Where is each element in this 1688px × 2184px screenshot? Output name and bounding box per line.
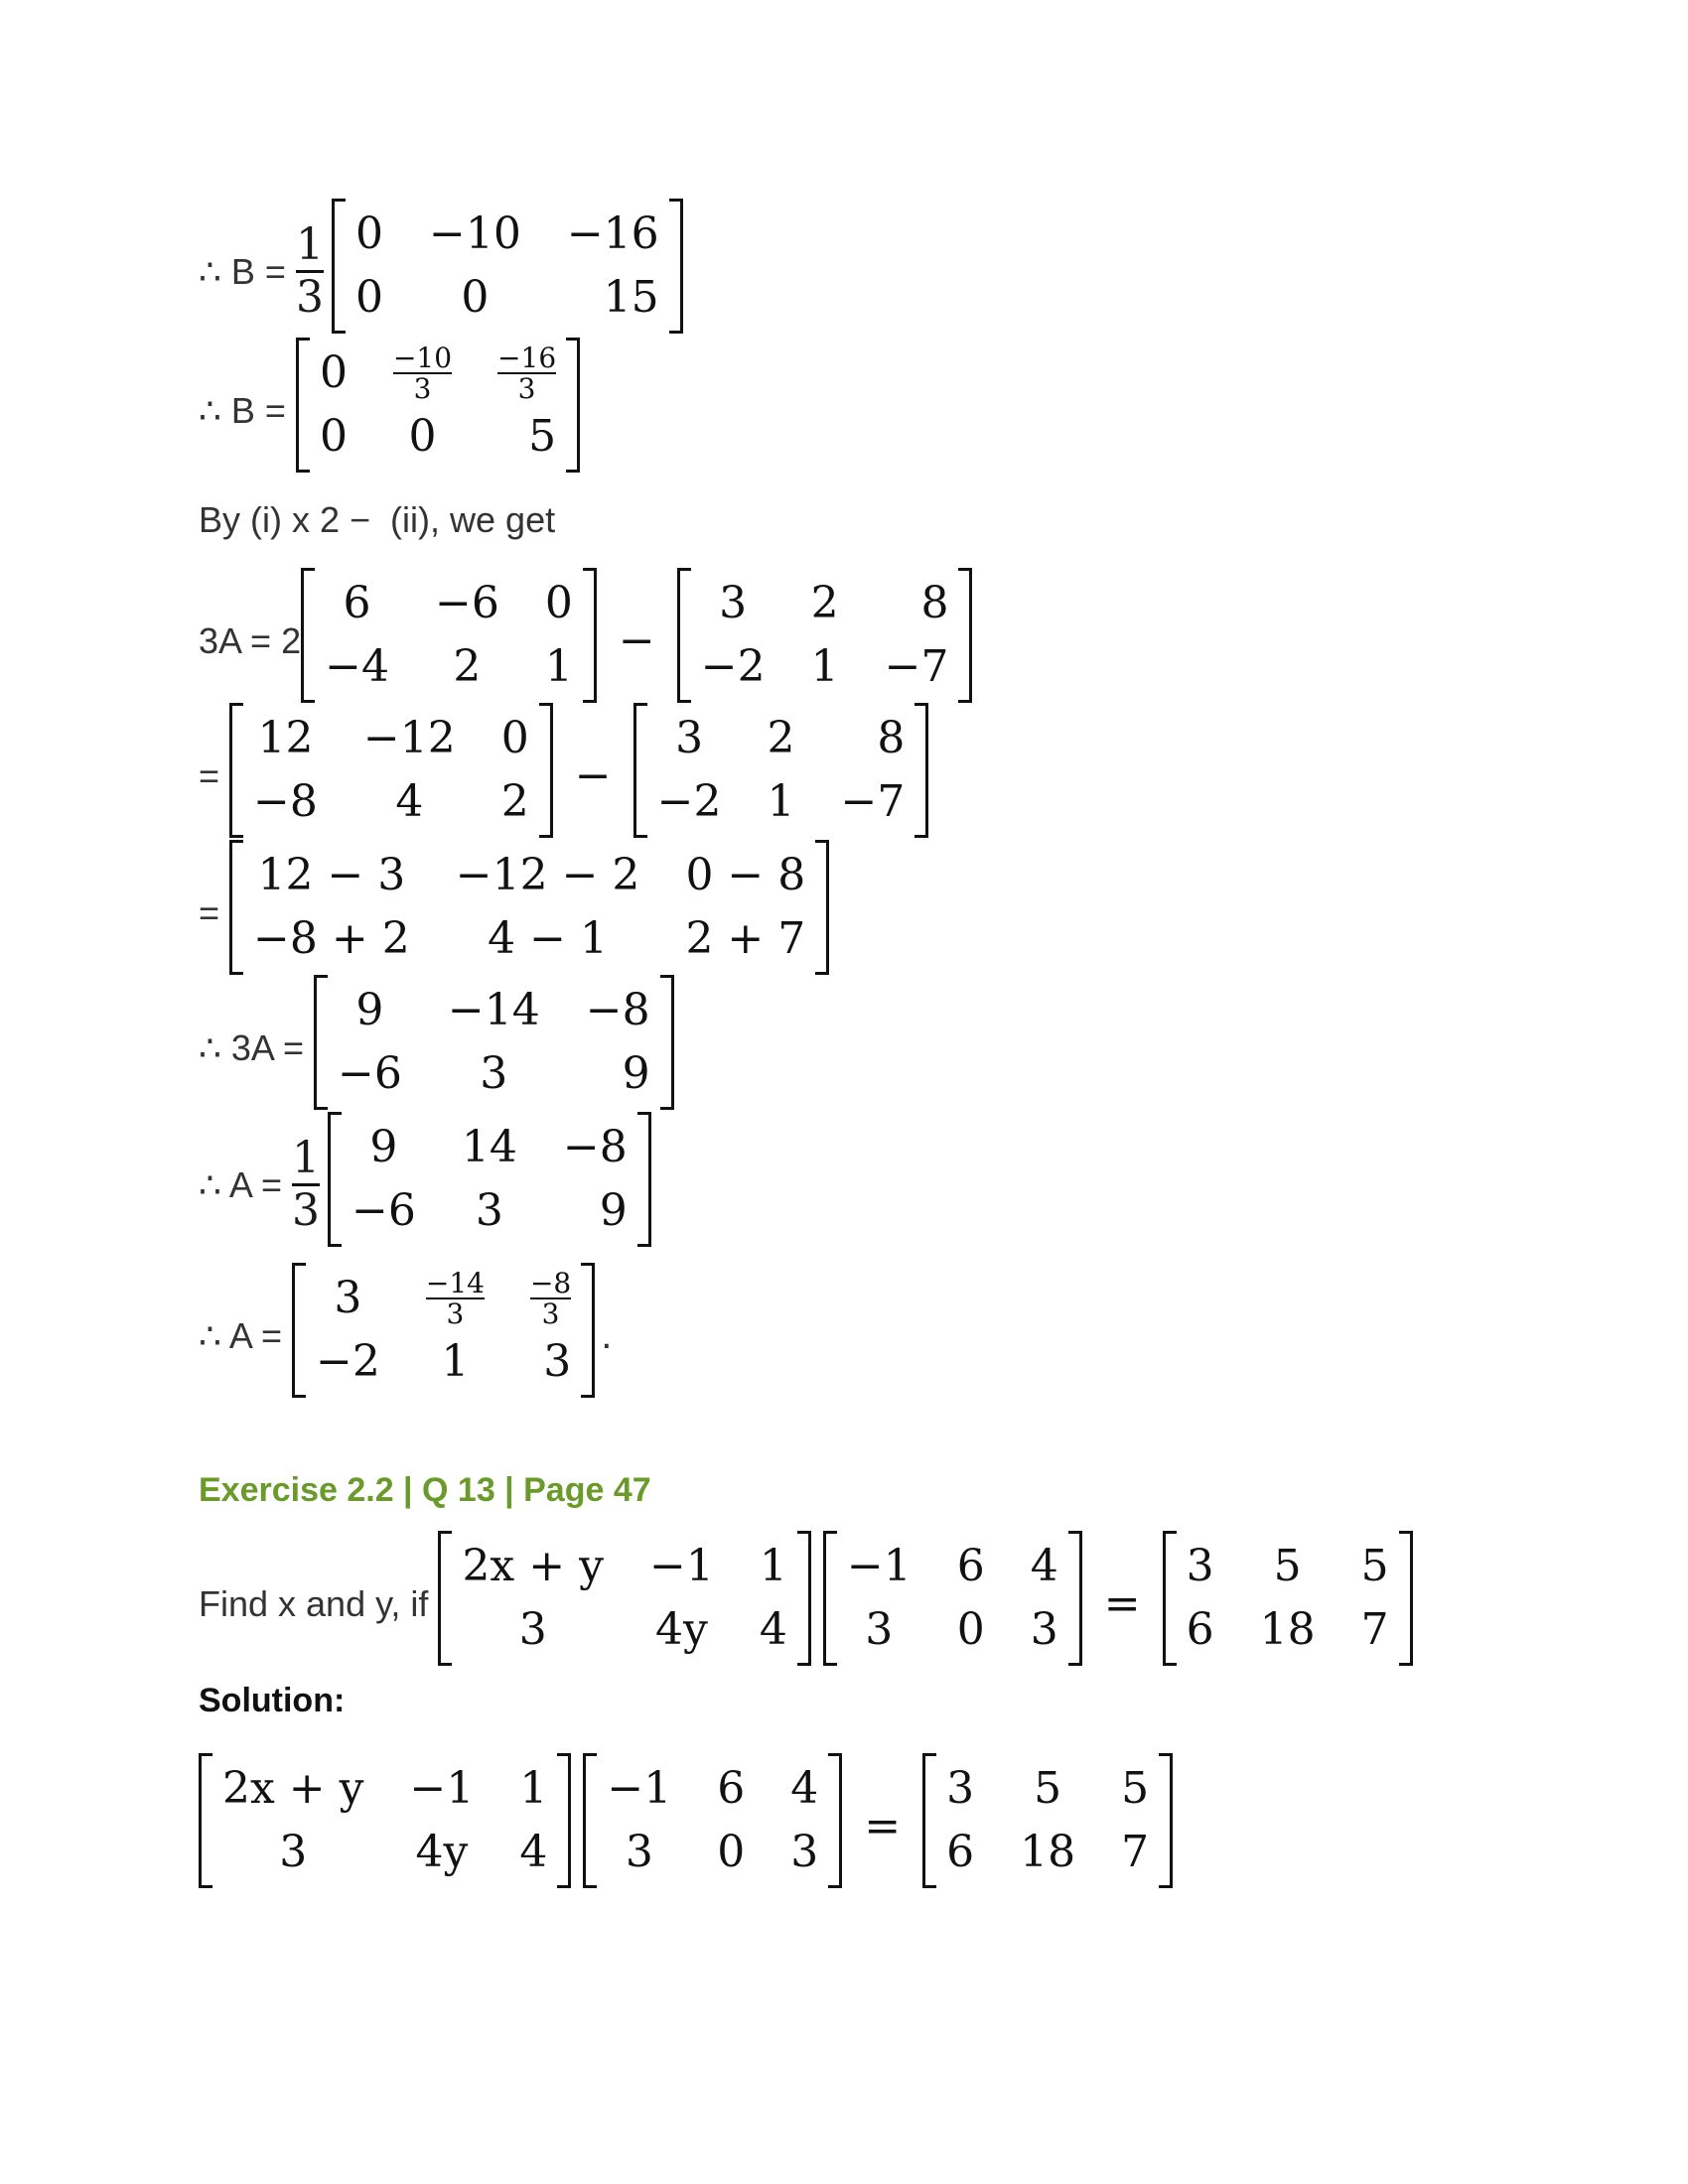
matrix-cell: −8 [253, 776, 318, 827]
matrix-brackets [229, 703, 553, 838]
right-bracket [583, 568, 597, 703]
matrix-cell: 0 [319, 347, 348, 398]
matrix-cell: −7 [884, 641, 949, 692]
matrix-brackets [677, 568, 973, 703]
left-bracket [1163, 1531, 1177, 1666]
left-bracket [332, 199, 346, 334]
matrix-cell: −4 [325, 641, 389, 692]
minus-operator: − [574, 751, 612, 801]
fraction-numerator: −14 [425, 1266, 485, 1299]
matrix-cell: 18 [1020, 1827, 1076, 1877]
matrix [823, 1531, 1082, 1677]
matrix-cell: 7 [1121, 1827, 1150, 1877]
matrix-body [1177, 1531, 1399, 1666]
matrix-cell: −8 + 2 [253, 913, 410, 964]
matrix-cell: 6 [956, 1541, 985, 1591]
matrix-brackets [332, 199, 683, 334]
left-bracket [583, 1753, 597, 1888]
right-bracket [958, 568, 972, 703]
matrix-body [310, 338, 566, 473]
matrix-cell: −6 [337, 1048, 402, 1099]
step-label: ∴ B = [199, 389, 296, 431]
step-a-fraction [199, 1112, 651, 1258]
left-bracket [229, 840, 243, 975]
matrix-cell [425, 1266, 485, 1330]
matrix-cell: 2 [810, 578, 839, 628]
instruction: By (i) x 2 − (ii), we get [199, 499, 556, 540]
right-bracket [581, 1263, 595, 1398]
matrix-cell: 8 [920, 578, 949, 628]
scalar-fraction [295, 218, 324, 323]
matrix-cell: 2 + 7 [685, 913, 806, 964]
step-3a-doubled [199, 703, 928, 849]
matrix-cell: 5 [1273, 1541, 1302, 1591]
matrix-brackets [438, 1531, 810, 1666]
left-bracket [438, 1531, 452, 1666]
matrix [922, 1753, 1173, 1899]
matrix-cell: 8 [877, 713, 906, 763]
instruction-text [199, 499, 555, 541]
trailing-period: . [601, 1313, 613, 1357]
left-bracket [292, 1263, 306, 1398]
matrix-body [342, 1112, 637, 1247]
step-label: ∴ A = [199, 1314, 292, 1356]
minus-operator: − [618, 615, 655, 666]
matrix-cell: 1 [759, 1541, 787, 1591]
matrix [438, 1531, 810, 1677]
step-label: = [199, 891, 230, 933]
matrix-cell: 2 [453, 641, 482, 692]
left-bracket [199, 1753, 212, 1888]
matrix [199, 1753, 571, 1899]
matrix-cell: 5 [1034, 1763, 1062, 1814]
matrix-cell: 5 [528, 411, 557, 462]
matrix-cell: 1 [544, 641, 573, 692]
left-bracket [677, 568, 691, 703]
matrix-cell: 4y [654, 1604, 708, 1655]
right-bracket [669, 199, 683, 334]
left-bracket [301, 568, 315, 703]
right-bracket [797, 1531, 811, 1666]
step-3a-diff [199, 840, 829, 986]
matrix-body [452, 1531, 796, 1666]
matrix-cell: 0 [500, 713, 529, 763]
matrix-cell: 4 [1030, 1541, 1058, 1591]
matrix-brackets [1163, 1531, 1413, 1666]
matrix-cell: −2 [700, 641, 766, 692]
matrix-cell: 5 [1121, 1763, 1150, 1814]
equals-operator: = [864, 1801, 902, 1851]
matrix-cell [497, 343, 556, 403]
matrix [296, 338, 580, 483]
matrix-body [647, 703, 915, 838]
matrix-cell: 2 [767, 713, 795, 763]
fraction-denominator: 3 [413, 372, 432, 405]
matrix-brackets [199, 1753, 571, 1888]
matrix-cell: 12 [257, 713, 314, 763]
cell-fraction [529, 1266, 572, 1330]
matrix-brackets [922, 1753, 1173, 1888]
matrix [633, 703, 929, 849]
cell-fraction [425, 1266, 485, 1330]
question [199, 1531, 1413, 1677]
matrix-cell: 4 [759, 1604, 787, 1655]
matrix-body [936, 1753, 1159, 1888]
matrix-brackets [314, 975, 674, 1110]
matrix-cell: −6 [434, 578, 499, 628]
matrix-cell: −1 [846, 1541, 912, 1591]
matrix-cell: 3 [946, 1763, 975, 1814]
matrix [292, 1263, 595, 1409]
matrix-cell: −6 [351, 1185, 416, 1236]
matrix-cell: 4 [790, 1763, 819, 1814]
matrix [229, 840, 829, 986]
matrix-body [315, 568, 583, 703]
right-bracket [637, 1112, 651, 1247]
exercise-heading-text: Exercise 2.2 | Q 13 | Page 47 [199, 1471, 651, 1509]
step-label: = [199, 754, 230, 796]
matrix-cell: 0 [319, 411, 348, 462]
matrix-cell: 2 [500, 776, 529, 827]
matrix-cell: 4 [519, 1827, 548, 1877]
matrix-cell: −1 [648, 1541, 714, 1591]
matrix-cell: 3 [1186, 1541, 1214, 1591]
fraction-denominator: 3 [291, 1185, 320, 1236]
matrix-cell: 1 [519, 1763, 548, 1814]
matrix-cell: 6 [946, 1827, 975, 1877]
matrix [1163, 1531, 1413, 1677]
matrix-cell: 3 [279, 1827, 308, 1877]
matrix-cell: 4y [415, 1827, 469, 1877]
matrix-cell: 9 [355, 985, 384, 1035]
step-label: 3A = 2 [199, 619, 302, 661]
matrix-cell: 12 − 3 [257, 850, 406, 900]
matrix-cell: −14 [447, 985, 540, 1035]
matrix-cell: 3 [865, 1604, 894, 1655]
step-b-fraction [199, 199, 683, 344]
matrix-cell: 0 [408, 411, 437, 462]
step-label: ∴ 3A = [199, 1026, 314, 1068]
matrix-brackets [301, 568, 597, 703]
matrix-cell: 3 [790, 1827, 819, 1877]
matrix-cell: 3 [475, 1185, 503, 1236]
matrix-cell: 3 [625, 1827, 653, 1877]
fraction-denominator: 3 [295, 272, 324, 323]
right-bracket [1399, 1531, 1413, 1666]
matrix-cell: 1 [441, 1336, 470, 1387]
right-bracket [828, 1753, 842, 1888]
matrix-cell: 3 [675, 713, 704, 763]
left-bracket [328, 1112, 342, 1247]
left-bracket [922, 1753, 936, 1888]
fraction-numerator: −10 [392, 341, 453, 374]
step-a-result [199, 1263, 612, 1409]
matrix-cell: 15 [603, 272, 659, 323]
matrix-cell: 0 [461, 272, 490, 323]
right-bracket [815, 840, 829, 975]
fraction-numerator: −16 [497, 341, 557, 374]
left-bracket [296, 338, 310, 473]
step-3a-setup [199, 568, 972, 714]
matrix-cell: −2 [315, 1336, 380, 1387]
fraction-denominator: 3 [517, 372, 536, 405]
right-bracket [660, 975, 674, 1110]
matrix-cell: −7 [840, 776, 906, 827]
matrix [229, 703, 553, 849]
matrix-body [837, 1531, 1068, 1666]
step-b-result [199, 338, 580, 483]
right-bracket [1159, 1753, 1173, 1888]
matrix-cell: 1 [767, 776, 795, 827]
matrix-cell: 0 [354, 208, 383, 259]
right-bracket [539, 703, 553, 838]
matrix-cell: 0 [544, 578, 573, 628]
matrix-body [306, 1263, 581, 1398]
solution-label: Solution: [199, 1682, 346, 1719]
fraction-numerator: −8 [529, 1266, 572, 1299]
matrix-body [346, 199, 669, 334]
matrix-cell: 0 [717, 1827, 746, 1877]
cell-fraction [497, 343, 556, 404]
scalar-fraction [291, 1132, 320, 1236]
exercise-heading [199, 1471, 651, 1510]
matrix-cell: −16 [566, 208, 659, 259]
matrix [332, 199, 683, 344]
matrix-body [243, 840, 815, 975]
left-bracket [314, 975, 328, 1110]
question-label: Find x and y, if [199, 1582, 439, 1624]
matrix-cell: −1 [607, 1763, 672, 1814]
matrix-brackets [823, 1531, 1082, 1666]
fraction-numerator: 1 [291, 1132, 320, 1183]
matrix-cell: 9 [622, 1048, 650, 1099]
cell-fraction [393, 343, 452, 404]
matrix [583, 1753, 842, 1899]
matrix-cell: 0 [956, 1604, 985, 1655]
matrix-cell: 0 [354, 272, 383, 323]
matrix-cell [393, 343, 452, 403]
matrix-brackets [296, 338, 580, 473]
equals-operator: = [1103, 1578, 1141, 1629]
right-bracket [557, 1753, 571, 1888]
matrix-body [597, 1753, 828, 1888]
matrix-cell: 3 [719, 578, 748, 628]
matrix-cell: 3 [518, 1604, 547, 1655]
left-bracket [823, 1531, 837, 1666]
step-label: ∴ A = [199, 1163, 292, 1205]
matrix-brackets [328, 1112, 651, 1247]
matrix-cell: 3 [334, 1273, 362, 1323]
step-label: ∴ B = [199, 250, 296, 292]
matrix-cell: 1 [810, 641, 839, 692]
left-bracket [633, 703, 647, 838]
matrix-cell: −12 [362, 713, 456, 763]
matrix-brackets [292, 1263, 595, 1398]
matrix-cell: 2x + y [462, 1541, 604, 1591]
matrix-cell: 3 [543, 1336, 572, 1387]
solution-heading [199, 1682, 345, 1720]
matrix-cell: 14 [461, 1122, 517, 1172]
matrix-cell: −8 [562, 1122, 628, 1172]
matrix-cell: −12 − 2 [455, 850, 640, 900]
matrix-body [328, 975, 660, 1110]
matrix-cell: 3 [1030, 1604, 1058, 1655]
matrix-cell: −2 [656, 776, 722, 827]
matrix-cell: 4 [395, 776, 424, 827]
solution-equation [199, 1753, 1173, 1899]
matrix-cell: −10 [428, 208, 521, 259]
fraction-denominator: 3 [541, 1297, 560, 1330]
matrix-cell: 6 [717, 1763, 746, 1814]
matrix-cell: 4 − 1 [488, 913, 608, 964]
matrix-cell: 6 [1186, 1604, 1214, 1655]
matrix [314, 975, 674, 1121]
step-3a-result [199, 975, 674, 1121]
matrix [677, 568, 973, 714]
right-bracket [1068, 1531, 1082, 1666]
matrix-body [212, 1753, 557, 1888]
matrix-cell: −8 [585, 985, 650, 1035]
matrix-body [243, 703, 539, 838]
matrix-cell: 9 [599, 1185, 628, 1236]
matrix-brackets [583, 1753, 842, 1888]
matrix-cell: 0 − 8 [685, 850, 806, 900]
left-bracket [229, 703, 243, 838]
fraction-denominator: 3 [446, 1297, 465, 1330]
matrix-body [691, 568, 959, 703]
matrix-cell: 2x + y [222, 1763, 364, 1814]
matrix-cell: 9 [369, 1122, 398, 1172]
matrix-cell: −1 [409, 1763, 475, 1814]
matrix-cell: 7 [1360, 1604, 1389, 1655]
fraction-numerator: 1 [295, 218, 324, 270]
matrix-cell: 18 [1259, 1604, 1316, 1655]
matrix-cell [529, 1266, 572, 1330]
matrix [301, 568, 597, 714]
matrix-cell: 6 [343, 578, 371, 628]
right-bracket [566, 338, 580, 473]
matrix-cell: 3 [480, 1048, 508, 1099]
matrix [328, 1112, 651, 1258]
right-bracket [914, 703, 928, 838]
matrix-cell: 5 [1360, 1541, 1389, 1591]
matrix-brackets [229, 840, 829, 975]
matrix-brackets [633, 703, 929, 838]
